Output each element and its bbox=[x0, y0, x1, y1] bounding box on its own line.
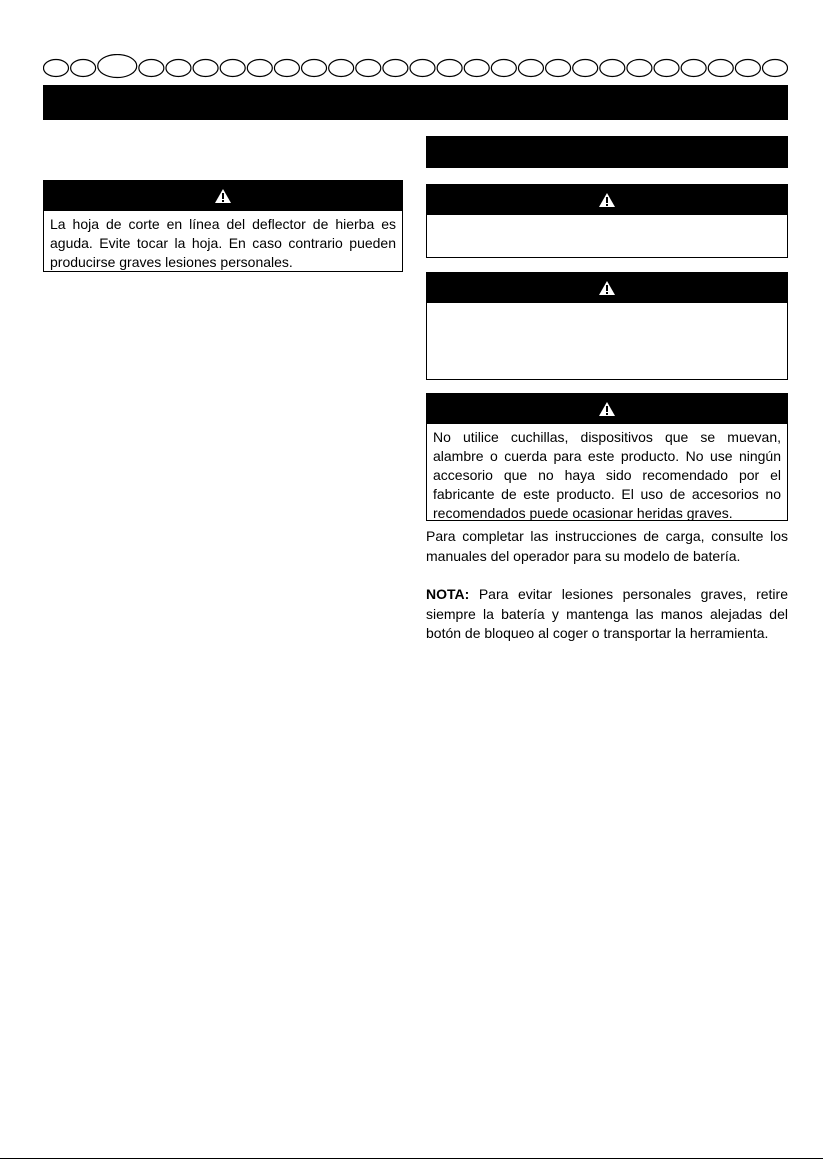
warning-box-right-3 bbox=[426, 393, 788, 521]
warning-triangle-icon bbox=[598, 401, 616, 417]
warning-triangle-icon bbox=[214, 188, 232, 204]
warning-header bbox=[44, 181, 402, 211]
language-tab[interactable] bbox=[627, 60, 652, 77]
language-tab[interactable] bbox=[708, 60, 733, 77]
language-tabs bbox=[43, 54, 788, 82]
language-tab[interactable] bbox=[654, 60, 679, 77]
page-bottom-rule bbox=[0, 1158, 823, 1159]
language-tab[interactable] bbox=[464, 60, 489, 77]
note-label: NOTA: bbox=[426, 586, 470, 602]
language-tab[interactable] bbox=[600, 60, 625, 77]
language-tab[interactable] bbox=[274, 60, 299, 77]
warning-box-right-2 bbox=[426, 272, 788, 380]
warning-triangle-icon bbox=[598, 192, 616, 208]
warning-box-right-1 bbox=[426, 184, 788, 258]
language-tab[interactable] bbox=[383, 60, 408, 77]
language-tab[interactable] bbox=[193, 60, 218, 77]
language-tab[interactable] bbox=[546, 60, 571, 77]
language-tab[interactable] bbox=[139, 60, 164, 77]
warning-text: No utilice cuchillas, dispositivos que se muevan, alambre o cuerda para este producto. No use ningún accesorio que no haya sido recomendado por el fabricante de este producto. El uso de accesorios no recomendados puede ocasionar heridas graves. bbox=[433, 429, 781, 521]
language-tab[interactable] bbox=[247, 60, 272, 77]
language-tab[interactable] bbox=[518, 60, 543, 77]
language-tab[interactable] bbox=[44, 60, 69, 77]
section-header-bar bbox=[43, 85, 788, 120]
language-tab[interactable] bbox=[763, 60, 788, 77]
charging-instructions-paragraph: Para completar las instrucciones de carga, consulte los manuales del operador para su modelo de batería. bbox=[426, 528, 788, 564]
subsection-header-bar bbox=[426, 136, 788, 168]
warning-text: La hoja de corte en línea del deflector de hierba es aguda. Evite tocar la hoja. En caso contrario pueden producirse graves lesiones personales. bbox=[50, 216, 396, 270]
language-tab[interactable] bbox=[437, 60, 462, 77]
language-tab-selected[interactable] bbox=[98, 55, 137, 78]
language-tab[interactable] bbox=[491, 60, 516, 77]
language-tab[interactable] bbox=[410, 60, 435, 77]
language-tab[interactable] bbox=[573, 60, 598, 77]
language-tab[interactable] bbox=[356, 60, 381, 77]
language-tab[interactable] bbox=[681, 60, 706, 77]
note-text: Para evitar lesiones personales graves, retire siempre la batería y mantenga las manos alejadas del botón de bloqueo al coger o transportar la herramienta. bbox=[426, 586, 788, 641]
warning-header bbox=[427, 394, 787, 424]
language-tab[interactable] bbox=[302, 60, 327, 77]
language-tab[interactable] bbox=[220, 60, 245, 77]
language-tab[interactable] bbox=[735, 60, 760, 77]
note-paragraph bbox=[426, 585, 788, 644]
language-tab[interactable] bbox=[71, 60, 96, 77]
language-tab[interactable] bbox=[329, 60, 354, 77]
warning-box-left bbox=[43, 180, 403, 272]
language-tab[interactable] bbox=[166, 60, 191, 77]
warning-header bbox=[427, 185, 787, 215]
warning-triangle-icon bbox=[598, 280, 616, 296]
warning-header bbox=[427, 273, 787, 303]
